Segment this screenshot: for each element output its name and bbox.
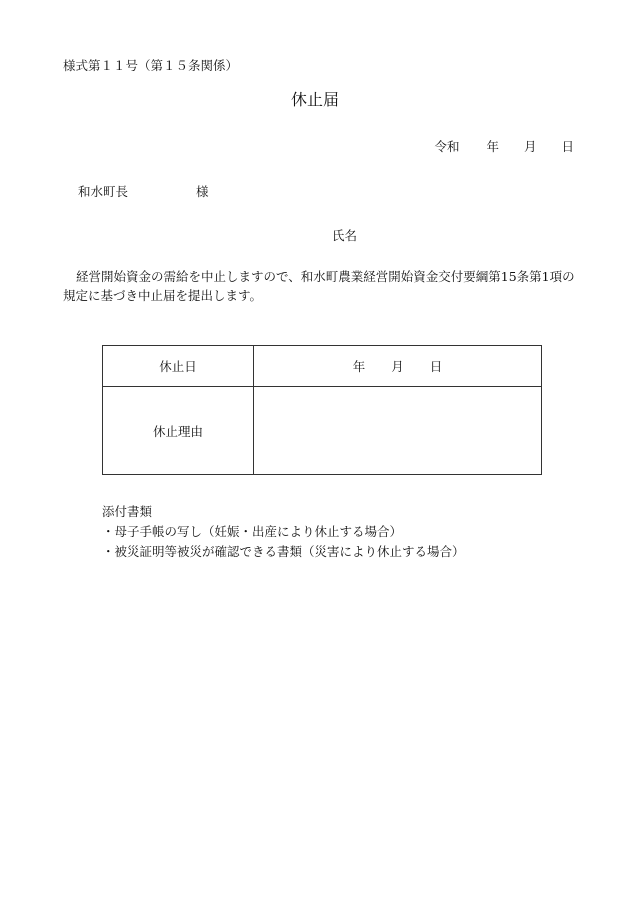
suspension-date-label: 休止日 — [103, 346, 254, 387]
date-day-unit: 日 — [561, 139, 574, 154]
suspension-reason-label: 休止理由 — [103, 387, 254, 475]
attachments-section — [102, 502, 465, 562]
date-year-unit: 年 — [486, 139, 499, 154]
attachment-item: ・母子手帳の写し（妊娠・出産により休止する場合） — [102, 524, 403, 539]
attachments-heading: 添付書類 — [102, 504, 153, 519]
date-day-unit: 日 — [429, 359, 443, 375]
addressee-honorific: 様 — [196, 184, 209, 199]
addressee-name: 和水町長 — [78, 184, 129, 199]
document-title: 休止届 — [290, 90, 339, 109]
form-number: 様式第１１号（第１５条関係） — [63, 58, 239, 73]
date-era: 令和 — [434, 139, 460, 154]
body-text: 経営開始資金の需給を中止しますので、和水町農業経営開始資金交付要綱第15条第1項の規定に基づき中止届を提出します。 — [63, 269, 575, 303]
addressee — [78, 182, 209, 200]
date-month-unit: 月 — [523, 139, 537, 154]
suspension-table — [102, 345, 542, 475]
suspension-reason-field[interactable] — [254, 387, 542, 475]
date-line — [434, 137, 574, 155]
attachment-item: ・被災証明等被災が確認できる書類（災害により休止する場合） — [102, 544, 465, 559]
date-year-unit: 年 — [352, 359, 366, 375]
date-month-unit: 月 — [391, 359, 404, 375]
applicant-name-label: 氏名 — [332, 228, 358, 243]
table-row-reason — [103, 387, 542, 475]
suspension-date-field[interactable] — [254, 346, 542, 387]
table-row-date — [103, 346, 542, 387]
